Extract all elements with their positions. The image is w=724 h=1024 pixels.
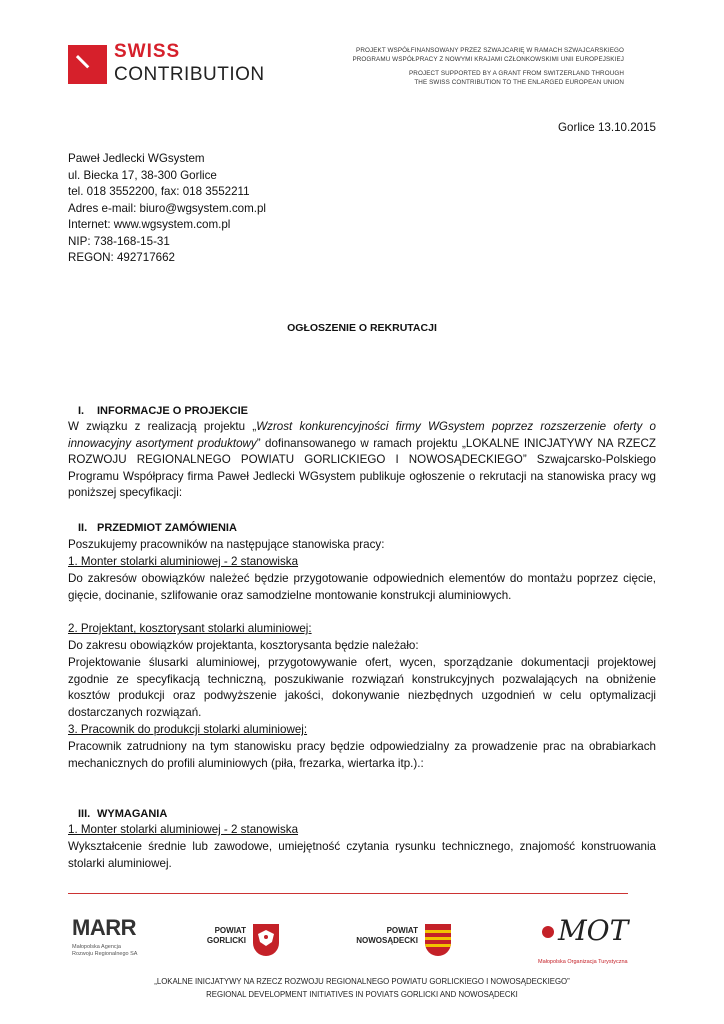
mot-logo [538, 914, 629, 947]
header-pl-line2: PROGRAMU WSPÓŁPRACY Z NOWYMI KRAJAMI CZŁONKOWSKIMI UNII EUROPEJSKIEJ [352, 56, 624, 63]
position-3-title: 3. Pracownik do produkcji stolarki aluminiowej: [68, 723, 308, 736]
address-line: REGON: 492717662 [68, 251, 175, 264]
section-heading-1 [78, 403, 248, 420]
mot-subtitle: Małopolska Organizacja Turystyczna [538, 959, 628, 965]
footer-project-line-en: REGIONAL DEVELOPMENT INITIATIVES IN POVIATS GORLICKI AND NOWOSĄDECKI [206, 990, 518, 999]
address-line: tel. 018 3552200, fax: 018 3552211 [68, 185, 250, 198]
mot-logo-text: MOT [558, 914, 629, 947]
position-2-text: Projektowanie ślusarki aluminiowej, przygotowywanie ofert, wycen, sporządzanie dokumentacji projektowej zgodnie ze specyfikacją techniczną, poszukiwanie rozwiązań konstrukcyjnych pozwalających na obniżenie kosztów produkcji oraz podwyższenie jakości, dokonywanie niezbędnych uzgodnień w celu optymalizacji dostarczanych rozwiązań. [68, 656, 656, 719]
footer-project-line-pl: „LOKALNE INICJATYWY NA RZECZ ROZWOJU REGIONALNEGO POWIATU GORLICKIEGO I NOWOSĄDECKIEGO” [154, 977, 570, 986]
marr-subtitle [72, 944, 137, 958]
swiss-cross-logo [68, 45, 107, 84]
section-1-paragraph [68, 419, 656, 502]
powiat-gorlicki-text [196, 926, 246, 946]
mot-flower-icon [538, 922, 558, 942]
marr-subtitle-line: Rozwoju Regionalnego SA [72, 951, 138, 957]
marr-subtitle-line: Małopolska Agencja [72, 944, 121, 950]
project-title-italic: Wzrost konkurencyjności firmy WGsystem poprzez rozszerzenie oferty o innowacyjny asortyment produktowy [68, 420, 656, 450]
marr-logo [72, 915, 136, 940]
footer-divider [68, 893, 628, 894]
powiat-label: POWIAT [214, 926, 246, 935]
header-en-line2: THE SWISS CONTRIBUTION TO THE ENLARGED EUROPEAN UNION [414, 79, 624, 86]
powiat-nowosadecki-text [346, 926, 418, 946]
position-1-title: 1. Monter stolarki aluminiowej - 2 stanowiska [68, 555, 299, 568]
requirement-1-text: Wykształcenie średnie lub zawodowe, umiejętność czytania rysunku technicznego, znajomość konstruowania stolarki aluminiowej. [68, 840, 656, 870]
section-number: III. [78, 808, 91, 820]
address-line: Adres e-mail: biuro@wgsystem.com.pl [68, 201, 266, 215]
document-title: OGŁOSZENIE O REKRUTACJI [287, 322, 437, 334]
section-title: WYMAGANIA [97, 808, 168, 820]
position-2-intro: Do zakresu obowiązków projektanta, kosztorysanta będzie należało: [68, 639, 419, 652]
section-heading-2 [78, 520, 237, 537]
marr-logo-text: MARR [72, 915, 136, 940]
document-date: Gorlice 13.10.2015 [558, 121, 656, 134]
logo-text-swiss: SWISS [114, 41, 181, 62]
header-en-line1: PROJECT SUPPORTED BY A GRANT FROM SWITZERLAND THROUGH [409, 70, 624, 77]
position-1-text: Do zakresów obowiązków należeć będzie przygotowanie odpowiednich elementów do montażu poprzez cięcie, gięcie, docinanie, szlifowanie oraz samodzielne montowanie konstrukcji aluminiowych. [68, 572, 656, 602]
section-2-intro: Poszukujemy pracowników na następujące stanowiska pracy: [68, 538, 385, 551]
section-title: INFORMACJE O PROJEKCIE [97, 405, 248, 417]
section-heading-3 [78, 806, 167, 823]
address-line: NIP: 738-168-15-31 [68, 234, 170, 248]
position-3-text: Pracownik zatrudniony na tym stanowisku pracy będzie odpowiedzialny za prowadzenie prac na obrabiarkach mechanicznych do profili aluminiowych (piła, frezarka, wiertarka itp.).: [68, 740, 656, 770]
powiat-name: GORLICKI [206, 936, 246, 945]
paragraph-text: ” dofinansowanego w ramach projektu „LOKALNE INICJATYWY NA RZECZ ROZWOJU REGIONALNEGO POWIATU GORLICKIEGO I NOWOSĄDECKIEGO” Szwajcarsko-Polskiego Programu Współpracy firma Paweł Jedlecki WGsystem publikuje ogłoszenie o rekrutacji na stanowiska pracy wg poniższej specyfikacji: [68, 436, 656, 499]
nowosadecki-coat-of-arms-icon [425, 924, 451, 956]
address-line: ul. Biecka 17, 38-300 Gorlice [68, 168, 217, 182]
paragraph-text: W związku z realizacją projektu „ [68, 420, 257, 433]
address-line: Internet: www.wgsystem.com.pl [68, 218, 231, 231]
powiat-name: NOWOSĄDECKI [356, 936, 418, 945]
powiat-label: POWIAT [386, 926, 418, 935]
header-pl-line1: PROJEKT WSPÓŁFINANSOWANY PRZEZ SZWAJCARIĘ W RAMACH SZWAJCARSKIEGO [356, 47, 624, 54]
section-title: PRZEDMIOT ZAMÓWIENIA [97, 522, 237, 534]
gorlicki-coat-of-arms-icon [253, 924, 279, 956]
logo-text-contribution: CONTRIBUTION [114, 64, 265, 85]
position-2-title: 2. Projektant, kosztorysant stolarki aluminiowej: [68, 622, 312, 635]
section-number: II. [78, 522, 88, 534]
address-line: Paweł Jedlecki WGsystem [68, 152, 205, 165]
sender-address [68, 151, 266, 267]
section-number: I. [78, 405, 85, 417]
requirement-1-title: 1. Monter stolarki aluminiowej - 2 stanowiska [68, 823, 299, 836]
